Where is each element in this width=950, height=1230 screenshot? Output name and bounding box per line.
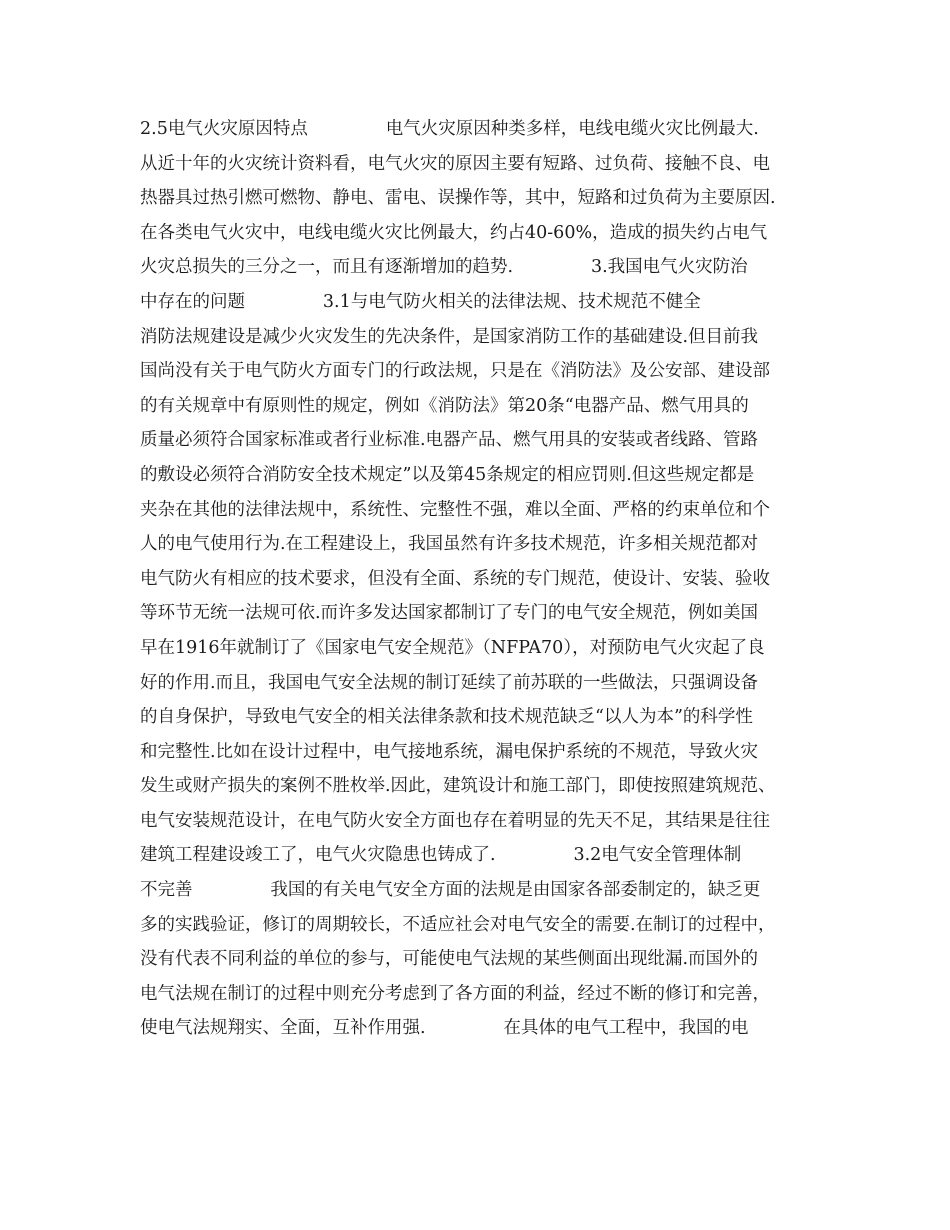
- text-line: 没有代表不同利益的单位的参与，可能使电气法规的某些侧面出现纰漏.而国外的: [140, 949, 759, 970]
- text-line: 电气法规在制订的过程中则充分考虑到了各方面的利益，经过不断的修订和完善，: [140, 983, 770, 1004]
- text-line: 人的电气使用行为.在工程建设上，我国虽然有许多技术规范，许多相关规范都对: [140, 534, 759, 555]
- text-line: 2.5电气火灾原因特点 电气火灾原因种类多样，电线电缆火灾比例最大.: [140, 119, 759, 139]
- text-line: 的自身保护，导致电气安全的相关法律条款和技术规范缺乏“以人为本”的科学性: [140, 707, 753, 728]
- text-line: 在各类电气火灾中，电线电缆火灾比例最大，约占40-60%，造成的损失约占电气: [140, 222, 768, 243]
- text-line: 早在1916年就制订了《国家电气安全规范》（NFPA70），对预防电气火灾起了良: [140, 637, 765, 658]
- text-line: 的有关规章中有原则性的规定，例如《消防法》第20条“电器产品、燃气用具的: [140, 395, 749, 416]
- text-line: 国尚没有关于电气防火方面专门的行政法规，只是在《消防法》及公安部、建设部: [140, 361, 770, 382]
- text-line: 从近十年的火灾统计资料看，电气火灾的原因主要有短路、过负荷、接触不良、电: [140, 153, 770, 174]
- text-line: 质量必须符合国家标准或者行业标准.电器产品、燃气用具的安装或者线路、管路: [140, 430, 759, 451]
- text-line: 电气安装规范设计，在电气防火安全方面也存在着明显的先天不足，其结果是往往: [140, 810, 770, 831]
- text-line: 消防法规建设是减少火灾发生的先决条件，是国家消防工作的基础建设.但目前我: [140, 326, 759, 347]
- text-line: 和完整性.比如在设计过程中，电气接地系统，漏电保护系统的不规范，导致火灾: [140, 741, 759, 762]
- text-line: 中存在的问题 3.1与电气防火相关的法律法规、技术规范不健全: [140, 291, 701, 312]
- text-line: 热器具过热引燃可燃物、静电、雷电、误操作等，其中，短路和过负荷为主要原因.: [140, 188, 776, 209]
- text-line: 多的实践验证，修订的周期较长，不适应社会对电气安全的需要.在制订的过程中，: [140, 914, 776, 935]
- text-line: 夹杂在其他的法律法规中，系统性、完整性不强，难以全面、严格的约束单位和个: [140, 499, 770, 520]
- text-line: 发生或财产损失的案例不胜枚举.因此，建筑设计和施工部门，即使按照建筑规范、: [140, 776, 776, 797]
- body-text: [140, 112, 820, 1046]
- text-line: 的敷设必须符合消防安全技术规定”以及第45条规定的相应罚则.但这些规定都是: [140, 464, 755, 485]
- text-line: 好的作用.而且，我国电气安全法规的制订延续了前苏联的一些做法，只强调设备: [140, 672, 759, 693]
- text-line: 火灾总损失的三分之一，而且有逐渐增加的趋势. 3.我国电气火灾防治: [140, 257, 748, 278]
- text-line: 电气防火有相应的技术要求，但没有全面、系统的专门规范，使设计、安装、验收: [140, 568, 770, 589]
- text-line: 使电气法规翔实、全面，互补作用强. 在具体的电气工程中，我国的电: [140, 1018, 749, 1039]
- text-line: 不完善 我国的有关电气安全方面的法规是由国家各部委制定的，缺乏更: [140, 880, 761, 901]
- text-line: 建筑工程建设竣工了，电气火灾隐患也铸成了. 3.2电气安全管理体制: [140, 845, 742, 866]
- text-line: 等环节无统一法规可依.而许多发达国家都制订了专门的电气安全规范，例如美国: [140, 603, 759, 624]
